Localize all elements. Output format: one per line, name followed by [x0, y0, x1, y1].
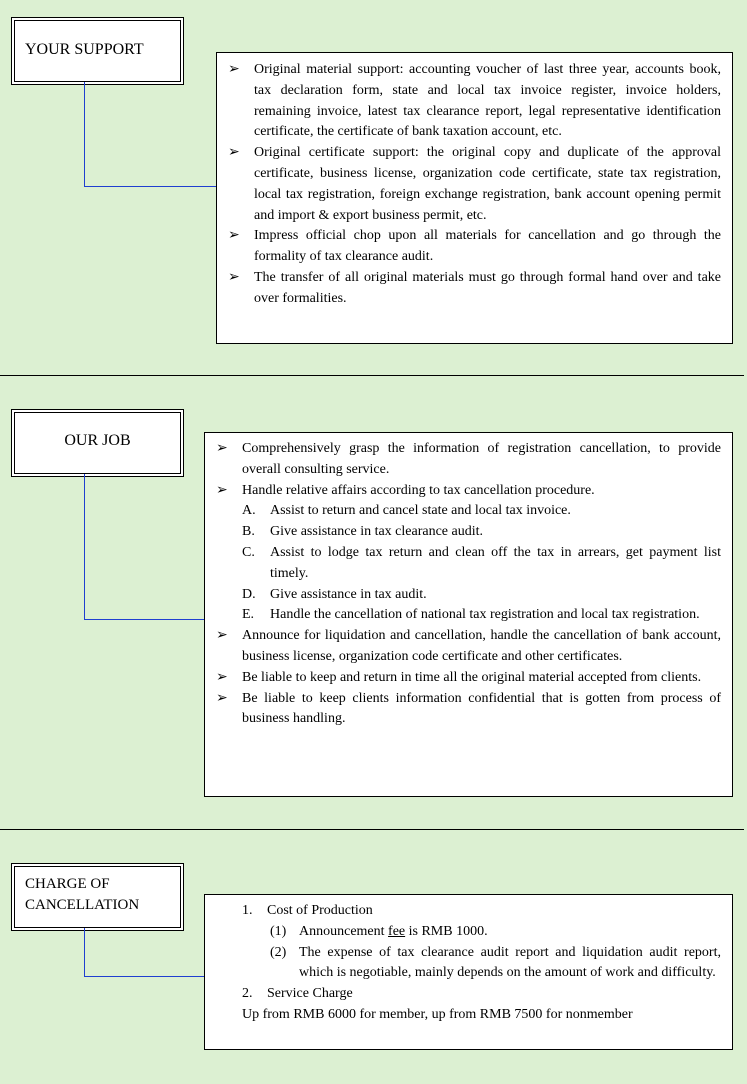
charge-content — [204, 894, 733, 1050]
connector-line — [84, 474, 85, 620]
list-item: ➢ Comprehensively grasp the information of registration cancellation, to provide overall consulting service. — [216, 439, 721, 481]
arrow-bullet-icon: ➢ — [216, 441, 228, 456]
arrow-bullet-icon: ➢ — [216, 690, 228, 706]
sub-list-item: B. Give assistance in tax clearance audit. — [242, 524, 484, 540]
arrow-bullet-icon: ➢ — [216, 482, 228, 498]
section-divider — [0, 829, 744, 830]
your-support-content — [216, 52, 733, 344]
charge-title-box — [14, 866, 181, 928]
connector-line — [84, 82, 85, 187]
your-support-title-box — [14, 20, 181, 82]
arrow-bullet-icon: ➢ — [228, 145, 240, 161]
list-item: ➢ Be liable to keep clients information confidential that is gotten from process of business handling. — [216, 689, 721, 731]
arrow-bullet-icon: ➢ — [216, 669, 228, 685]
sub-list-item: D. Give assistance in tax audit. — [242, 586, 427, 602]
our-job-title-box — [14, 412, 181, 474]
charge-footer: Up from RMB 6000 for member, up from RMB 7500 for nonmember — [242, 1006, 633, 1022]
sub-list-item: (2) The expense of tax clearance audit report and liquidation audit report, which is negotiable, mainly depends on the amount of work and difficulty. — [270, 944, 721, 981]
connector-line — [84, 619, 205, 620]
list-item: ➢ Original certificate support: the original copy and duplicate of the approval certificate, business license, organization code certificate, state tax registration, local tax registration, foreign exchange registration, bank account opening permit and import & export business permit, etc. — [228, 143, 721, 226]
sub-list-item: E. Handle the cancellation of national tax registration and local tax registration. — [242, 607, 700, 623]
our-job-content — [204, 432, 733, 797]
list-item: 1. Cost of Production — [242, 903, 373, 918]
list-item: ➢ Handle relative affairs according to tax cancellation procedure. A. Assist to return and cancel state and local tax invoice. B. Give assistance in tax clearance audit. C. Assist to lodge tax return and clean off the tax in arrears, get payment list timely. D. Give assistance in tax audit. E. Handle the cancellation of national tax registration and local tax registration. — [216, 481, 721, 627]
list-item: ➢ Be liable to keep and return in time all the original material accepted from clients. — [216, 668, 721, 689]
list-item: ➢ Original material support: accounting voucher of last three year, accounts book, tax declaration form, state and local tax invoice register, invoice holders, remaining invoice, latest tax clearance report, legal representative identification certificate, the certificate of bank taxation account, etc. — [228, 60, 721, 143]
arrow-bullet-icon: ➢ — [228, 269, 240, 285]
list-item: ➢ Announce for liquidation and cancellation, handle the cancellation of bank account, business license, organization code certificate and other certificates. — [216, 626, 721, 668]
list-item: 2. Service Charge — [242, 986, 353, 1002]
charge-title-line2: CANCELLATION — [25, 897, 140, 913]
connector-line — [84, 186, 217, 187]
section-divider — [0, 375, 744, 376]
arrow-bullet-icon: ➢ — [228, 228, 240, 244]
arrow-bullet-icon: ➢ — [216, 628, 228, 644]
arrow-bullet-icon: ➢ — [228, 62, 240, 77]
your-support-title: YOUR SUPPORT — [25, 41, 144, 58]
sub-list-item: C. Assist to lodge tax return and clean off the tax in arrears, get payment list timely. — [242, 544, 721, 581]
charge-title-line1: CHARGE OF — [25, 876, 110, 892]
sub-list-item: (1) Announcement fee is RMB 1000. — [270, 923, 488, 939]
our-job-title: OUR JOB — [64, 432, 131, 449]
sub-list-item: A. Assist to return and cancel state and local tax invoice. — [242, 503, 571, 519]
connector-line — [84, 976, 205, 977]
list-item: ➢ The transfer of all original materials must go through formal hand over and take over formalities. — [228, 268, 721, 310]
list-item: ➢ Impress official chop upon all materials for cancellation and go through the formality of tax clearance audit. — [228, 226, 721, 268]
connector-line — [84, 928, 85, 977]
